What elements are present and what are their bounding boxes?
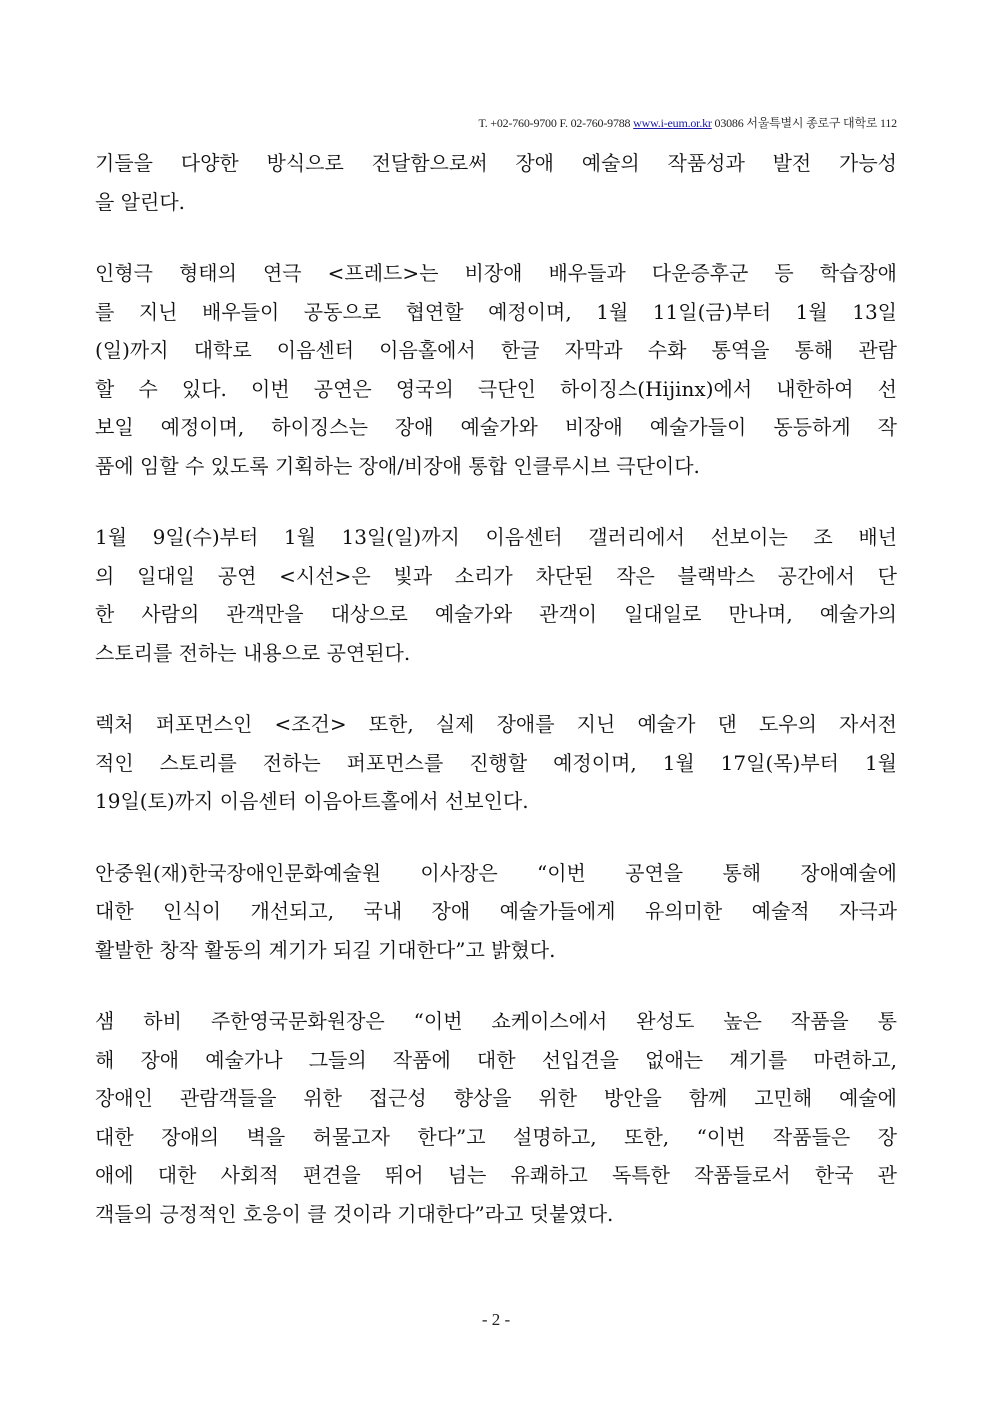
page-number: - 2 -	[481, 1310, 511, 1329]
text-line: 대한 장애의 벽을 허물고자 한다”고 설명하고, 또한, “이번 작품들은 장	[95, 1124, 897, 1149]
text-line: 인형극 형태의 연극 <프레드>는 비장애 배우들과 다운증후군 등 학습장애	[95, 261, 897, 285]
text-line: 의 일대일 공연 <시선>은 빛과 소리가 차단된 작은 블랙박스 공간에서 단	[95, 563, 897, 588]
contact-phone-fax: T. +02-760-9700 F. 02-760-9788	[478, 116, 634, 130]
paragraph-chairman-quote	[95, 854, 897, 970]
paragraph-intro-continuation	[95, 144, 897, 221]
text-line: 을 알린다.	[95, 189, 185, 214]
text-line: 1월 9일(수)부터 1월 13일(일)까지 이음센터 갤러리에서 선보이는 조 배넌	[95, 525, 897, 549]
text-line: 객들의 긍정적인 호응이 클 것이라 기대한다”라고 덧붙였다.	[95, 1201, 614, 1226]
page-header-contact	[478, 114, 897, 131]
text-line: 기들을 다양한 방식으로 전달함으로써 장애 예술의 작품성과 발전 가능성	[95, 151, 897, 175]
text-line: 렉처 퍼포먼스인 <조건> 또한, 실제 장애를 지닌 예술가 댄 도우의 자서전	[95, 712, 897, 736]
paragraph-gaze	[95, 518, 897, 672]
paragraph-fred	[95, 254, 897, 485]
text-line: 스토리를 전하는 내용으로 공연된다.	[95, 640, 411, 665]
text-line: 한 사람의 관객만을 대상으로 예술가와 관객이 일대일로 만나며, 예술가의	[95, 602, 897, 626]
paragraph-conditions	[95, 705, 897, 821]
text-line: 적인 스토리를 전하는 퍼포먼스를 진행할 예정이며, 1월 17일(목)부터 1월	[95, 750, 897, 775]
text-line: 보일 예정이며, 하이징스는 장애 예술가와 비장애 예술가들이 동등하게 작	[95, 415, 897, 439]
text-line: 대한 인식이 개선되고, 국내 장애 예술가들에게 유의미한 예술적 자극과	[95, 899, 897, 923]
website-link[interactable]: www.i-eum.or.kr	[633, 116, 712, 130]
text-line: 장애인 관람객들을 위한 접근성 향상을 위한 방안을 함께 고민해 예술에	[95, 1086, 897, 1110]
text-line: 해 장애 예술가나 그들의 작품에 대한 선입견을 없애는 계기를 마련하고,	[95, 1047, 897, 1072]
text-line: 할 수 있다. 이번 공연은 영국의 극단인 하이징스(Hijinx)에서 내한하여 선	[95, 376, 897, 401]
text-line: (일)까지 대학로 이음센터 이음홀에서 한글 자막과 수화 통역을 통해 관람	[95, 338, 897, 362]
text-line: 안중원(재)한국장애인문화예술원 이사장은 “이번 공연을 통해 장애예술에	[95, 860, 897, 885]
text-line: 19일(토)까지 이음센터 이음아트홀에서 선보인다.	[95, 789, 529, 813]
text-line: 샘 하비 주한영국문화원장은 “이번 쇼케이스에서 완성도 높은 작품을 통	[95, 1009, 897, 1033]
text-line: 활발한 창작 활동의 계기가 되길 기대한다”고 밝혔다.	[95, 937, 556, 962]
text-line: 애에 대한 사회적 편견을 뛰어 넘는 유쾌하고 독특한 작품들로서 한국 관	[95, 1163, 897, 1187]
document-body	[95, 144, 897, 1266]
text-line: 품에 임할 수 있도록 기획하는 장애/비장애 통합 인클루시브 극단이다.	[95, 453, 700, 478]
contact-address: 03086 서울특별시 종로구 대학로 112	[711, 116, 897, 130]
paragraph-director-quote	[95, 1002, 897, 1233]
text-line: 를 지닌 배우들이 공동으로 협연할 예정이며, 1월 11일(금)부터 1월 13일	[95, 299, 897, 324]
